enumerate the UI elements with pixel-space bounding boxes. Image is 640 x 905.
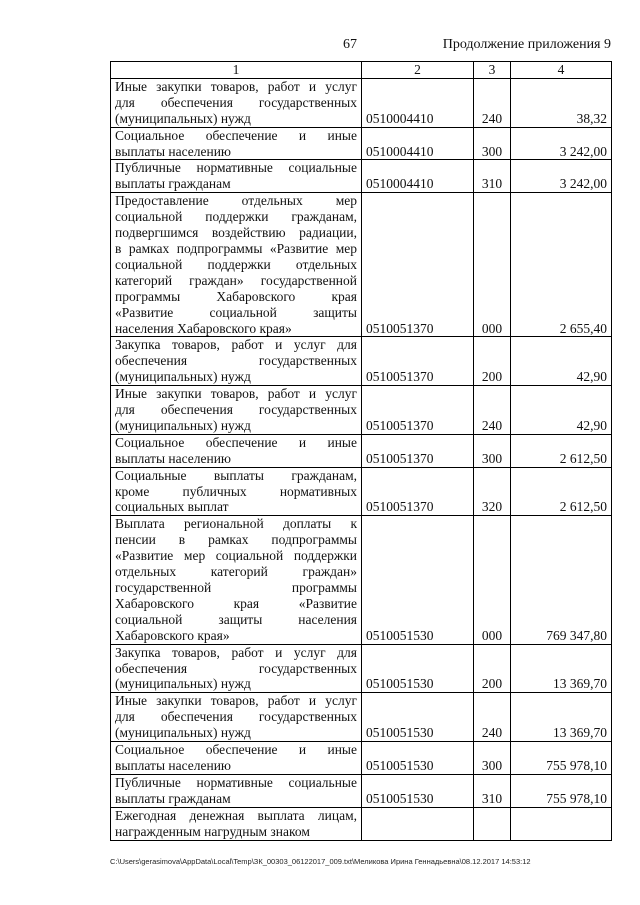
amount-cell: 3 242,00 [511,160,612,193]
table-row [111,160,612,193]
target-article-cell: 0510051530 [362,774,474,807]
expense-type-cell: 300 [474,127,511,160]
target-article-cell: 0510004410 [362,127,474,160]
expense-name-cell [111,434,362,467]
expense-name-cell [111,193,362,337]
column-header: 4 [511,62,612,79]
expense-type-cell: 000 [474,516,511,644]
amount-cell: 2 655,40 [511,193,612,337]
expense-name-line: в рамках подпрограммы «Развитие мер [115,240,357,256]
expense-name-line: социальной поддержки гражданам, [115,209,357,225]
expense-name-line: Социальное обеспечение и иные [115,434,357,450]
expense-type-cell: 310 [474,774,511,807]
expense-name-line: Закупка товаров, работ и услуг для [115,644,357,660]
expense-name-line: Выплата региональной доплаты к [115,516,357,532]
expense-name-line: выплаты населению [115,143,232,159]
table-row [111,434,612,467]
target-article-cell: 0510051370 [362,467,474,516]
expense-name-line: Предоставление отдельных мер [115,193,357,209]
expense-name-line: для обеспечения государственных [115,94,357,110]
table-row [111,337,612,386]
expense-name-line: выплаты гражданам [115,176,231,192]
expense-name-line: (муниципальных) нужд [115,369,251,385]
table-row [111,193,612,337]
expense-type-cell: 300 [474,742,511,775]
expense-name-cell [111,807,362,840]
expense-name-line: Иные закупки товаров, работ и услуг [115,78,357,94]
expense-name-line: Социальные выплаты гражданам, [115,467,357,483]
target-article-cell: 0510051530 [362,742,474,775]
expense-name-line: Публичные нормативные социальные [115,160,357,176]
page-number: 67 [343,37,357,52]
expense-name-line: Социальное обеспечение и иные [115,127,357,143]
expense-name-line: Иные закупки товаров, работ и услуг [115,386,357,402]
expense-name-line: «Развитие мер социальной поддержки [115,548,357,564]
table-row [111,644,612,693]
amount-cell: 3 242,00 [511,127,612,160]
target-article-cell: 0510051530 [362,644,474,693]
expense-name-line: категорий граждан» государственной [115,272,357,288]
expense-name-line: Публичные нормативные социальные [115,774,357,790]
expense-name-cell [111,516,362,644]
expense-name-line: «Развитие социальной защиты [115,304,357,320]
expense-name-line: обеспечения государственных [115,660,357,676]
expense-name-line: выплаты населению [115,757,232,773]
expense-name-cell [111,386,362,435]
expense-name-cell [111,160,362,193]
expense-name-line: (муниципальных) нужд [115,417,251,433]
amount-cell [511,807,612,840]
expense-name-line: социальных выплат [115,499,229,515]
amount-cell: 2 612,50 [511,434,612,467]
amount-cell: 42,90 [511,337,612,386]
expense-name-line: выплаты населению [115,450,232,466]
expense-name-line: кроме публичных нормативных [115,483,357,499]
expense-name-cell [111,78,362,127]
expense-name-cell [111,467,362,516]
column-header: 2 [362,62,474,79]
table-row [111,127,612,160]
target-article-cell: 0510051370 [362,193,474,337]
table-row [111,386,612,435]
budget-table [110,61,612,841]
expense-name-line: программы Хабаровского края [115,288,357,304]
amount-cell: 755 978,10 [511,774,612,807]
amount-cell: 2 612,50 [511,467,612,516]
file-path-footer: C:\Users\gerasimova\AppData\Local\Temp\ЗК_00303_06122017_009.txt\Меликова Ирина Геннадьевна\08.12.2017 14:53:12 [110,857,531,866]
table-row [111,516,612,644]
amount-cell: 769 347,80 [511,516,612,644]
continuation-caption: Продолжение приложения 9 [442,37,611,52]
amount-cell: 13 369,70 [511,693,612,742]
expense-type-cell: 300 [474,434,511,467]
table-row [111,693,612,742]
expense-name-line: социальной поддержки отдельных [115,256,357,272]
expense-name-line: отдельных категорий граждан» [115,564,357,580]
expense-name-line: пенсии в рамках подпрограммы [115,532,357,548]
expense-type-cell: 310 [474,160,511,193]
target-article-cell: 0510004410 [362,78,474,127]
target-article-cell [362,807,474,840]
amount-cell: 13 369,70 [511,644,612,693]
expense-name-line: Закупка товаров, работ и услуг для [115,337,357,353]
expense-name-line: (муниципальных) нужд [115,676,251,692]
expense-type-cell: 240 [474,693,511,742]
column-header: 3 [474,62,511,79]
expense-name-line: (муниципальных) нужд [115,725,251,741]
expense-type-cell: 240 [474,386,511,435]
expense-name-cell [111,774,362,807]
expense-type-cell: 000 [474,193,511,337]
expense-name-cell [111,337,362,386]
target-article-cell: 0510051530 [362,516,474,644]
expense-name-line: социальной защиты населения [115,611,357,627]
amount-cell: 42,90 [511,386,612,435]
expense-name-cell [111,127,362,160]
amount-cell: 755 978,10 [511,742,612,775]
column-header: 1 [111,62,362,79]
table-row [111,467,612,516]
expense-name-line: Хабаровского края «Развитие [115,595,357,611]
target-article-cell: 0510051370 [362,386,474,435]
expense-type-cell: 200 [474,644,511,693]
expense-name-cell [111,742,362,775]
expense-type-cell: 320 [474,467,511,516]
expense-name-cell [111,693,362,742]
expense-name-cell [111,644,362,693]
expense-name-line: для обеспечения государственных [115,402,357,418]
target-article-cell: 0510051370 [362,337,474,386]
table-header-row [111,62,612,79]
expense-type-cell [474,807,511,840]
table-row [111,774,612,807]
target-article-cell: 0510051530 [362,693,474,742]
expense-name-line: награжденным нагрудным знаком [115,823,310,839]
expense-type-cell: 240 [474,78,511,127]
expense-name-line: для обеспечения государственных [115,709,357,725]
expense-name-line: выплаты гражданам [115,790,231,806]
expense-name-line: государственной программы [115,580,357,595]
target-article-cell: 0510004410 [362,160,474,193]
table-row [111,78,612,127]
expense-name-line: обеспечения государственных [115,353,357,369]
amount-cell: 38,32 [511,78,612,127]
expense-type-cell: 200 [474,337,511,386]
expense-name-line: Хабаровского края» [115,627,230,643]
expense-name-line: населения Хабаровского края» [115,320,292,336]
expense-name-line: Социальное обеспечение и иные [115,742,357,758]
table-row [111,742,612,775]
expense-name-line: Иные закупки товаров, работ и услуг [115,693,357,709]
expense-name-line: подвергшимся воздействию радиации, [115,225,357,241]
expense-name-line: Ежегодная денежная выплата лицам, [115,807,357,823]
expense-name-line: (муниципальных) нужд [115,110,251,126]
target-article-cell: 0510051370 [362,434,474,467]
table-row [111,807,612,840]
